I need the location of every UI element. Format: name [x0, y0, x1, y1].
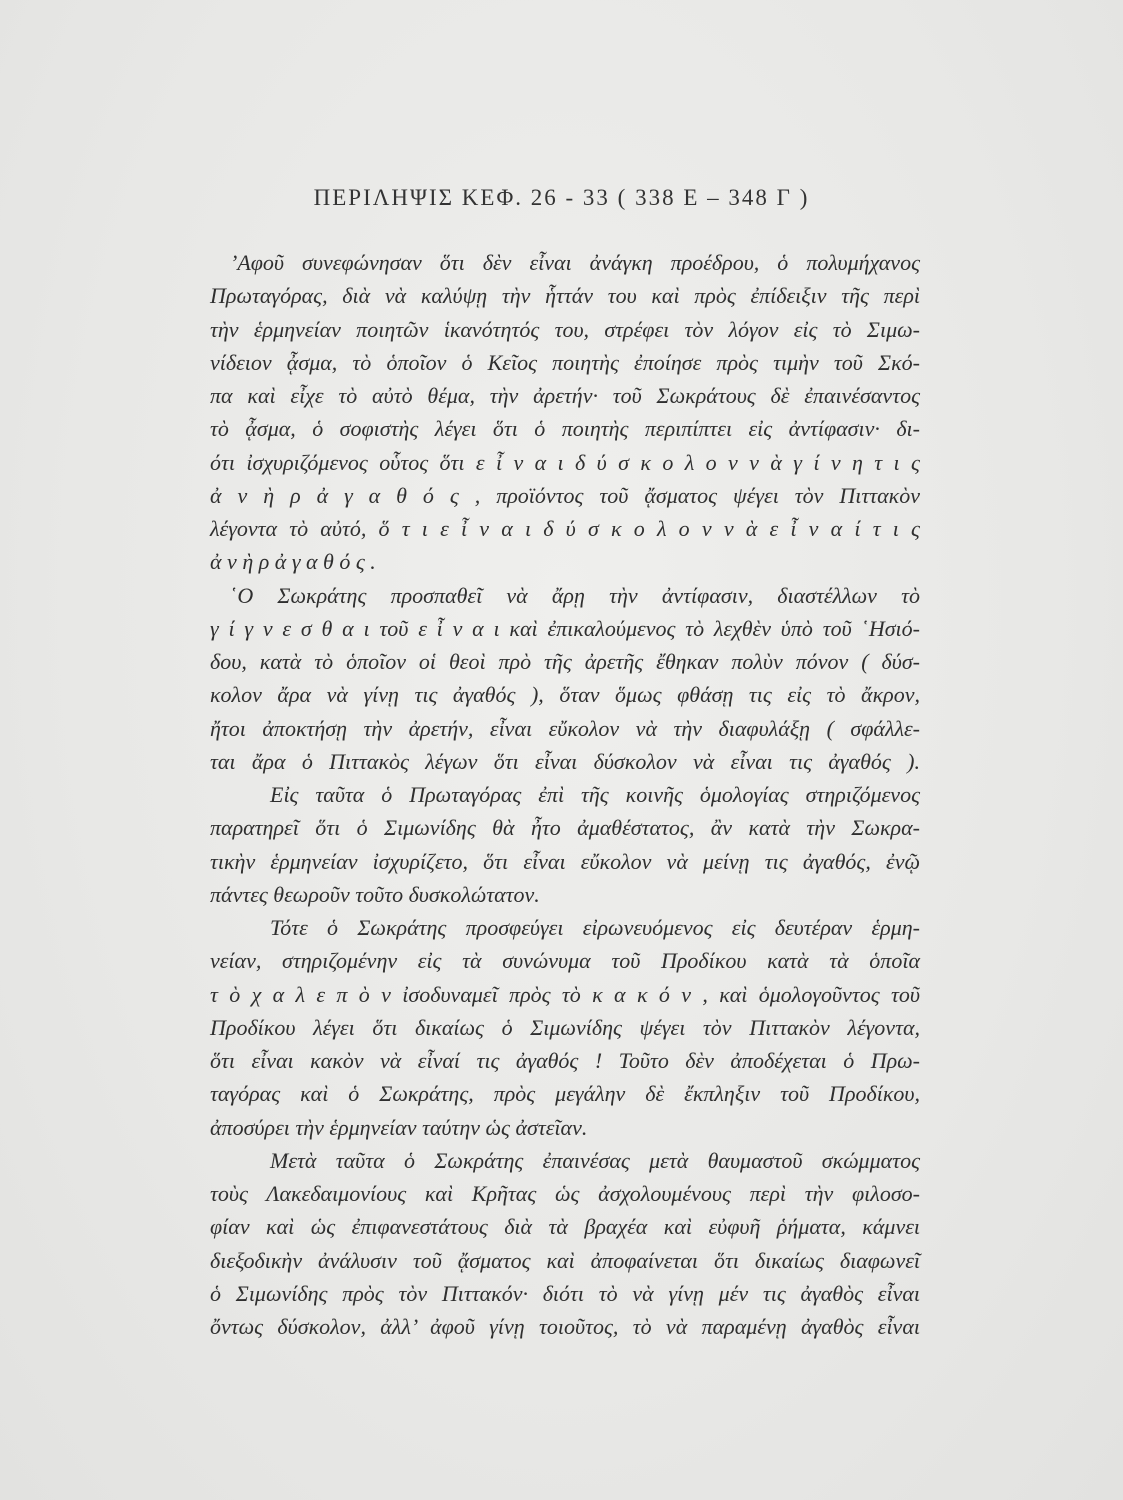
text-line: ’Αφοῦ συνεφώνησαν ὅτι δὲν εἶναι ἀνάγκη προέδρου, ὁ πολυμήχανος [230, 250, 920, 275]
text-line: τὴν ἑρμηνείαν ποιητῶν ἱκανότητός του, στρέφει τὸν λόγον εἰς τὸ Σιμω- [210, 316, 920, 342]
text-line: διεξοδικὴν ἀνάλυσιν τοῦ ᾄσματος καὶ ἀποφαίνεται ὅτι δικαίως διαφωνεῖ [210, 1247, 920, 1273]
text-line: τ ὸ χ α λ ε π ὸ ν ἰσοδυναμεῖ πρὸς τὸ κ α κ ό ν , καὶ ὁμολογοῦντος τοῦ [210, 981, 920, 1007]
text-line: ἤτοι ἀποκτήσῃ τὴν ἀρετήν, εἶναι εὔκολον νὰ τὴν διαφυλάξῃ ( σφάλλε- [210, 715, 920, 741]
text-line: παρατηρεῖ ὅτι ὁ Σιμωνίδης θὰ ἦτο ἀμαθέστατος, ἂν κατὰ τὴν Σωκρα- [210, 815, 920, 841]
text-line: ταγόρας καὶ ὁ Σωκράτης, πρὸς μεγάλην δὲ ἔκπληξιν τοῦ Προδίκου, [210, 1081, 920, 1107]
text-line: Τότε ὁ Σωκράτης προσφεύγει εἰρωνευόμενος εἰς δευτέραν ἑρμη- [270, 915, 920, 940]
text-line: ότι ἰσχυριζόμενος οὗτος ὅτι ε ἶ ν α ι δ ύ σ κ ο λ ο ν ν ὰ γ ί ν η τ ι ς [210, 449, 920, 475]
text-line: πάντες θεωροῦν τοῦτο δυσκολώτατον. [210, 881, 540, 907]
text-line: ἀ ν ὴ ρ ἀ γ α θ ό ς , προϊόντος τοῦ ᾄσματος ψέγει τὸν Πιττακὸν [210, 482, 920, 508]
text-line: ται ἄρα ὁ Πιττακὸς λέγων ὅτι εἶναι δύσκολον νὰ εἶναι τις ἀγαθός ). [210, 748, 920, 774]
page-title: ΠΕΡΙΛΗΨΙΣ ΚΕΦ. 26 - 33 ( 338 Ε – 348 Γ ) [313, 185, 810, 210]
text-line: πα καὶ εἶχε τὸ αὐτὸ θέμα, τὴν ἀρετήν· τοῦ Σωκράτους δὲ ἐπαινέσαντος [210, 383, 920, 408]
text-line: τὸ ᾆσμα, ὁ σοφιστὴς λέγει ὅτι ὁ ποιητὴς περιπίπτει εἰς ἀντίφασιν· δι- [210, 416, 920, 442]
text-line: ἀποσύρει τὴν ἑρμηνείαν ταύτην ὡς ἀστεῖαν. [210, 1114, 588, 1140]
text-line: νείαν, στηριζομένην εἰς τὰ συνώνυμα τοῦ Προδίκου κατὰ τὰ ὁποῖα [210, 948, 920, 974]
text-line: ὁ Σιμωνίδης πρὸς τὸν Πιττακόν· διότι τὸ νὰ γίνῃ μέν τις ἀγαθὸς εἶναι [210, 1280, 920, 1306]
text-line: κολον ἄρα νὰ γίνῃ τις ἀγαθός ), ὅταν ὅμως φθάσῃ τις εἰς τὸ ἄκρον, [210, 682, 920, 708]
text-line: λέγοντα τὸ αὐτό, ὅ τ ι ε ἶ ν α ι δ ύ σ κ ο λ ο ν ν ὰ ε ἶ ν α ί τ ι ς [210, 516, 920, 541]
text-line: Πρωταγόρας, διὰ νὰ καλύψῃ τὴν ἧττάν του καὶ πρὸς ἐπίδειξιν τῆς περὶ [210, 283, 920, 309]
text-line: δου, κατὰ τὸ ὁποῖον οἱ θεοὶ πρὸ τῆς ἀρετῆς ἔθηκαν πολὺν πόνον ( δύσ- [210, 649, 920, 674]
text-line: Μετὰ ταῦτα ὁ Σωκράτης ἐπαινέσας μετὰ θαυμαστοῦ σκώμματος [270, 1147, 920, 1173]
text-line: ὅτι εἶναι κακὸν νὰ εἶναί τις ἀγαθός ! Τοῦτο δὲν ἀποδέχεται ὁ Πρω- [210, 1048, 920, 1073]
text-line: φίαν καὶ ὡς ἐπιφανεστάτους διὰ τὰ βραχέα καὶ εὐφυῆ ῥήματα, κάμνει [210, 1214, 920, 1240]
text-line: ἀ ν ὴ ρ ἀ γ α θ ό ς . [210, 549, 376, 575]
text-line: νίδειον ᾆσμα, τὸ ὁποῖον ὁ Κεῖος ποιητὴς ἐποίησε πρὸς τιμὴν τοῦ Σκό- [210, 349, 920, 375]
text-line: τοὺς Λακεδαιμονίους καὶ Κρῆτας ὡς ἀσχολουμένους περὶ τὴν φιλοσο- [210, 1181, 920, 1206]
text-line: ῾Ο Σωκράτης προσπαθεῖ νὰ ἄρῃ τὴν ἀντίφασιν, διαστέλλων τὸ [230, 582, 920, 608]
text-line: γ ί γ ν ε σ θ α ι τοῦ ε ἶ ν α ι καὶ ἐπικαλούμενος τὸ λεχθὲν ὑπὸ τοῦ ῾Ησιό- [210, 615, 920, 641]
text-line: Προδίκου λέγει ὅτι δικαίως ὁ Σιμωνίδης ψέγει τὸν Πιττακὸν λέγοντα, [210, 1014, 920, 1040]
text-line: ὄντως δύσκολον, ἀλλ’ ἀφοῦ γίνῃ τοιοῦτος, τὸ νὰ παραμένῃ ἀγαθὸς εἶναι [210, 1314, 920, 1339]
text-line: Εἰς ταῦτα ὁ Πρωταγόρας ἐπὶ τῆς κοινῆς ὁμολογίας στηριζόμενος [270, 782, 920, 807]
text-line: τικὴν ἑρμηνείαν ἰσχυρίζετο, ὅτι εἶναι εὔκολον νὰ μείνῃ τις ἀγαθός, ἐνῷ [210, 848, 920, 874]
summary-text [210, 246, 920, 1343]
